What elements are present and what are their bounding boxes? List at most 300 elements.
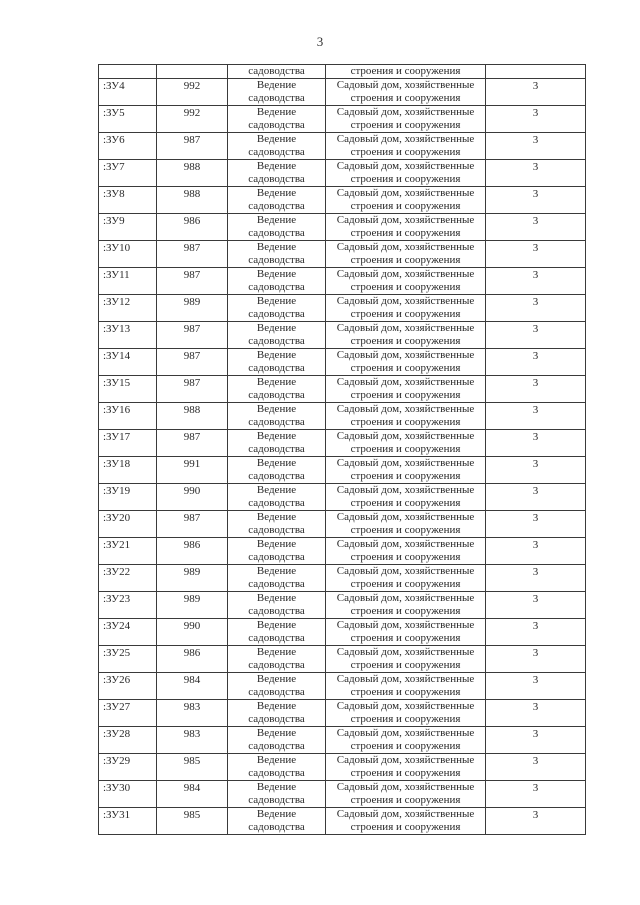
buildings-line-1: Садовый дом, хозяйственные (336, 403, 475, 415)
plot-area: 987 (183, 134, 201, 146)
permitted-use-line-2: садоводства (248, 686, 305, 698)
floors-count-cell (486, 106, 586, 133)
plot-id-cell (99, 349, 157, 376)
plot-id-cell (99, 619, 157, 646)
buildings-line-1: Садовый дом, хозяйственные (336, 646, 475, 658)
permitted-use-cell (228, 349, 326, 376)
table-row (99, 754, 586, 781)
permitted-use-line-1: Ведение (256, 727, 297, 739)
floors-count-cell (486, 79, 586, 106)
plot-area: 984 (183, 782, 201, 794)
floors-count: 3 (532, 458, 539, 470)
floors-count-cell (486, 700, 586, 727)
floors-count-cell (486, 349, 586, 376)
permitted-use-line-2: садоводства (248, 227, 305, 239)
floors-count-cell (486, 160, 586, 187)
plot-area-cell (157, 268, 228, 295)
plot-id-cell (99, 781, 157, 808)
buildings-line-1: Садовый дом, хозяйственные (336, 565, 475, 577)
permitted-use-cell (228, 268, 326, 295)
buildings-line-1: Садовый дом, хозяйственные (336, 187, 475, 199)
buildings-line-2: строения и сооружения (350, 713, 461, 725)
floors-count-cell (486, 646, 586, 673)
plot-area-cell (157, 808, 228, 835)
floors-count: 3 (532, 620, 539, 632)
permitted-use-line-1: Ведение (256, 700, 297, 712)
floors-count-cell (486, 376, 586, 403)
floors-count-cell (486, 403, 586, 430)
permitted-use-line-1: Ведение (256, 349, 297, 361)
permitted-use-line-1: Ведение (256, 214, 297, 226)
buildings-line-1: Садовый дом, хозяйственные (336, 349, 475, 361)
plot-id: :ЗУ25 (103, 647, 131, 659)
plot-id: :ЗУ14 (103, 350, 131, 362)
buildings-cell (326, 133, 486, 160)
plot-id: :ЗУ10 (103, 242, 131, 254)
floors-count-cell (486, 322, 586, 349)
permitted-use-line-2: садоводства (248, 200, 305, 212)
plot-id-cell (99, 592, 157, 619)
buildings-line-2: строения и сооружения (350, 524, 461, 536)
permitted-use-line-2: садоводства (248, 92, 305, 104)
buildings-line-1: Садовый дом, хозяйственные (336, 268, 475, 280)
buildings-cell (326, 376, 486, 403)
buildings-cell (326, 511, 486, 538)
plot-id: :ЗУ19 (103, 485, 131, 497)
permitted-use-cell (228, 808, 326, 835)
plot-id: :ЗУ30 (103, 782, 131, 794)
buildings-cell (326, 295, 486, 322)
buildings-line-1: Садовый дом, хозяйственные (336, 79, 475, 91)
plot-id: :ЗУ27 (103, 701, 131, 713)
plot-area-cell (157, 619, 228, 646)
buildings-line-1: Садовый дом, хозяйственные (336, 511, 475, 523)
plot-area: 991 (183, 458, 201, 470)
buildings-line-2: строения и сооружения (350, 740, 461, 752)
plot-id: :ЗУ5 (103, 107, 125, 119)
permitted-use-cell (228, 430, 326, 457)
floors-count: 3 (532, 647, 539, 659)
permitted-use-cell (228, 484, 326, 511)
buildings-line-2: строения и сооружения (350, 659, 461, 671)
plot-id-cell (99, 268, 157, 295)
permitted-use-cell (228, 214, 326, 241)
buildings-line-2: строения и сооружения (350, 281, 461, 293)
table-row (99, 403, 586, 430)
plot-id-cell (99, 295, 157, 322)
plot-area: 983 (183, 701, 201, 713)
buildings-line-1: Садовый дом, хозяйственные (336, 295, 475, 307)
plot-area-cell (157, 538, 228, 565)
permitted-use-cell (228, 295, 326, 322)
plot-area: 983 (183, 728, 201, 740)
buildings-cell (326, 322, 486, 349)
plot-area-cell (157, 376, 228, 403)
plot-id-cell (99, 646, 157, 673)
plot-id-cell (99, 565, 157, 592)
plot-id-cell (99, 376, 157, 403)
table-row (99, 322, 586, 349)
floors-count: 3 (532, 161, 539, 173)
table-row (99, 673, 586, 700)
permitted-use-line-2: садоводства (248, 470, 305, 482)
floors-count-cell (486, 295, 586, 322)
permitted-use-line-1: Ведение (256, 646, 297, 658)
buildings-line-2: строения и сооружения (350, 632, 461, 644)
permitted-use-line-1: Ведение (256, 592, 297, 604)
floors-count: 3 (532, 485, 539, 497)
buildings-cell (326, 403, 486, 430)
plot-area: 985 (183, 809, 201, 821)
floors-count: 3 (532, 215, 539, 227)
plot-area: 989 (183, 296, 201, 308)
plot-area-cell (157, 754, 228, 781)
plot-area-cell (157, 511, 228, 538)
floors-count: 3 (532, 431, 539, 443)
floors-count-cell (486, 214, 586, 241)
permitted-use-line-2: садоводства (248, 254, 305, 266)
permitted-use-line-2: садоводства (248, 767, 305, 779)
buildings-cell (326, 565, 486, 592)
buildings-line-1: Садовый дом, хозяйственные (336, 214, 475, 226)
table-row (99, 808, 586, 835)
plot-area-cell (157, 241, 228, 268)
plot-id-cell (99, 673, 157, 700)
plot-id-cell (99, 322, 157, 349)
buildings-cell (326, 187, 486, 214)
land-plots-table-body (99, 65, 586, 835)
buildings-line-2: строения и сооружения (350, 416, 461, 428)
table-row (99, 160, 586, 187)
plot-id-cell (99, 241, 157, 268)
table-row (99, 106, 586, 133)
buildings-line-2: строения и сооружения (350, 551, 461, 563)
floors-count-cell (486, 754, 586, 781)
table-row (99, 79, 586, 106)
plot-area-cell (157, 322, 228, 349)
buildings-cell (326, 538, 486, 565)
buildings-line-1: Садовый дом, хозяйственные (336, 241, 475, 253)
floors-count: 3 (532, 593, 539, 605)
permitted-use-cell (228, 781, 326, 808)
permitted-use-line-1: Ведение (256, 781, 297, 793)
floors-count: 3 (532, 296, 539, 308)
permitted-use-cell (228, 106, 326, 133)
permitted-use-line-1: Ведение (256, 538, 297, 550)
buildings-line-1: Садовый дом, хозяйственные (336, 808, 475, 820)
table-row (99, 214, 586, 241)
buildings-cell (326, 457, 486, 484)
buildings-line-2: строения и сооружения (350, 335, 461, 347)
buildings-line-2: строения и сооружения (350, 497, 461, 509)
plot-id-cell (99, 214, 157, 241)
plot-area: 986 (183, 215, 201, 227)
permitted-use-cell (228, 322, 326, 349)
buildings-line-2: строения и сооружения (350, 200, 461, 212)
plot-id: :ЗУ16 (103, 404, 131, 416)
table-row (99, 430, 586, 457)
plot-area: 987 (183, 242, 201, 254)
permitted-use-line-1: Ведение (256, 403, 297, 415)
plot-area-cell (157, 565, 228, 592)
permitted-use-line-2: садоводства (248, 362, 305, 374)
plot-area-cell (157, 187, 228, 214)
plot-area-cell (157, 781, 228, 808)
table-row (99, 268, 586, 295)
permitted-use-line-2: садоводства (248, 146, 305, 158)
plot-area-cell (157, 160, 228, 187)
permitted-use-line-1: Ведение (256, 619, 297, 631)
buildings-cell (326, 673, 486, 700)
table-row (99, 349, 586, 376)
table-row (99, 781, 586, 808)
permitted-use-line-2: садоводства (248, 119, 305, 131)
permitted-use-line-1: Ведение (256, 376, 297, 388)
permitted-use-line-1: Ведение (256, 187, 297, 199)
buildings-line-2: строения и сооружения (350, 821, 461, 833)
permitted-use-line-2: садоводства (248, 335, 305, 347)
plot-area-cell (157, 214, 228, 241)
permitted-use-line-2: садоводства (248, 794, 305, 806)
permitted-use-line-2: садоводства (248, 821, 305, 833)
permitted-use-cell (228, 511, 326, 538)
buildings-line-1: Садовый дом, хозяйственные (336, 106, 475, 118)
permitted-use-cell (228, 754, 326, 781)
permitted-use-line-2: садоводства (248, 632, 305, 644)
buildings-line-1: Садовый дом, хозяйственные (336, 133, 475, 145)
table-row (99, 565, 586, 592)
buildings-cell (326, 808, 486, 835)
permitted-use-line-1: Ведение (256, 511, 297, 523)
permitted-use-cell (228, 133, 326, 160)
floors-count: 3 (532, 323, 539, 335)
floors-count-cell (486, 484, 586, 511)
plot-id: :ЗУ17 (103, 431, 131, 443)
plot-id: :ЗУ29 (103, 755, 131, 767)
permitted-use-line-1: Ведение (256, 457, 297, 469)
plot-area-cell (157, 79, 228, 106)
buildings-line-1: Садовый дом, хозяйственные (336, 781, 475, 793)
buildings-line-2: строения и сооружения (350, 767, 461, 779)
plot-id-cell (99, 700, 157, 727)
floors-count: 3 (532, 755, 539, 767)
floors-count: 3 (532, 188, 539, 200)
permitted-use-cell (228, 538, 326, 565)
permitted-use-line-2: садоводства (248, 605, 305, 617)
plot-id: :ЗУ13 (103, 323, 131, 335)
table-row (99, 241, 586, 268)
floors-count: 3 (532, 566, 539, 578)
buildings-cell (326, 214, 486, 241)
plot-id: :ЗУ31 (103, 809, 131, 821)
permitted-use-cell (228, 673, 326, 700)
permitted-use-line-1: Ведение (256, 322, 297, 334)
plot-area: 992 (183, 80, 201, 92)
plot-area-cell (157, 673, 228, 700)
permitted-use-line-2: садоводства (248, 740, 305, 752)
floors-count-cell (486, 133, 586, 160)
plot-id: :ЗУ28 (103, 728, 131, 740)
permitted-use-cell (228, 592, 326, 619)
plot-id: :ЗУ7 (103, 161, 125, 173)
floors-count: 3 (532, 80, 539, 92)
floors-count-cell (486, 619, 586, 646)
floors-count: 3 (532, 539, 539, 551)
buildings-cell (326, 484, 486, 511)
buildings-line-2: строения и сооружения (350, 578, 461, 590)
plot-id-cell (99, 106, 157, 133)
permitted-use-cell (228, 403, 326, 430)
floors-count: 3 (532, 377, 539, 389)
floors-count-cell (486, 538, 586, 565)
buildings-line-1: Садовый дом, хозяйственные (336, 619, 475, 631)
plot-area: 984 (183, 674, 201, 686)
plot-id: :ЗУ8 (103, 188, 125, 200)
floors-count: 3 (532, 269, 539, 281)
buildings-line-1: Садовый дом, хозяйственные (336, 673, 475, 685)
permitted-use-cell (228, 646, 326, 673)
buildings-cell (326, 430, 486, 457)
plot-id-cell (99, 79, 157, 106)
plot-area: 988 (183, 188, 201, 200)
floors-count: 3 (532, 350, 539, 362)
plot-id: :ЗУ24 (103, 620, 131, 632)
floors-count-cell (486, 592, 586, 619)
plot-id-cell (99, 538, 157, 565)
permitted-use-cell (228, 700, 326, 727)
plot-id-cell (99, 457, 157, 484)
table-row (99, 376, 586, 403)
buildings-line-1: Садовый дом, хозяйственные (336, 322, 475, 334)
plot-area: 988 (183, 404, 201, 416)
floors-count-cell (486, 565, 586, 592)
plot-area-cell (157, 65, 228, 79)
land-plots-table (98, 64, 586, 835)
buildings-cell (326, 754, 486, 781)
buildings-line-2: строения и сооружения (350, 389, 461, 401)
permitted-use-line-2: садоводства (248, 173, 305, 185)
floors-count-cell (486, 241, 586, 268)
plot-area-cell (157, 592, 228, 619)
permitted-use-cell (228, 727, 326, 754)
floors-count: 3 (532, 404, 539, 416)
buildings-cell: строения и сооружения (326, 65, 486, 79)
plot-area-cell (157, 349, 228, 376)
floors-count: 3 (532, 809, 539, 821)
plot-area: 992 (183, 107, 201, 119)
buildings-cell (326, 592, 486, 619)
floors-count-cell (486, 511, 586, 538)
plot-area-cell (157, 484, 228, 511)
floors-count: 3 (532, 728, 539, 740)
plot-id-cell (99, 160, 157, 187)
floors-count: 3 (532, 512, 539, 524)
table-row (99, 646, 586, 673)
plot-id-cell (99, 133, 157, 160)
table-row (99, 727, 586, 754)
plot-area: 989 (183, 566, 201, 578)
floors-count-cell (486, 65, 586, 79)
buildings-line-1: Садовый дом, хозяйственные (336, 592, 475, 604)
plot-area: 989 (183, 593, 201, 605)
plot-id: :ЗУ22 (103, 566, 131, 578)
buildings-line-1: Садовый дом, хозяйственные (336, 457, 475, 469)
permitted-use-line-1: Ведение (256, 673, 297, 685)
floors-count: 3 (532, 674, 539, 686)
plot-id-cell (99, 430, 157, 457)
buildings-line-1: Садовый дом, хозяйственные (336, 700, 475, 712)
permitted-use-line-2: садоводства (248, 443, 305, 455)
permitted-use-line-1: Ведение (256, 79, 297, 91)
buildings-line-1: Садовый дом, хозяйственные (336, 538, 475, 550)
plot-area-cell (157, 646, 228, 673)
buildings-line-2: строения и сооружения (350, 308, 461, 320)
buildings-cell (326, 268, 486, 295)
permitted-use-line-1: Ведение (256, 106, 297, 118)
permitted-use-cell (228, 457, 326, 484)
floors-count-cell (486, 187, 586, 214)
permitted-use-line-1: Ведение (256, 754, 297, 766)
plot-area: 990 (183, 485, 201, 497)
permitted-use-line-2: садоводства (248, 281, 305, 293)
floors-count-cell (486, 781, 586, 808)
permitted-use-cell (228, 376, 326, 403)
buildings-line-2: строения и сооружения (350, 686, 461, 698)
floors-count-cell (486, 808, 586, 835)
plot-id-cell (99, 484, 157, 511)
buildings-cell (326, 700, 486, 727)
buildings-line-1: Садовый дом, хозяйственные (336, 430, 475, 442)
permitted-use-line-2: садоводства (248, 659, 305, 671)
floors-count-cell (486, 430, 586, 457)
table-continuation-row (99, 65, 586, 79)
table-row (99, 187, 586, 214)
plot-id: :ЗУ21 (103, 539, 131, 551)
buildings-line-2: строения и сооружения (350, 146, 461, 158)
buildings-line-1: Садовый дом, хозяйственные (336, 754, 475, 766)
plot-area: 986 (183, 647, 201, 659)
floors-count-cell (486, 673, 586, 700)
buildings-line-2: строения и сооружения (350, 443, 461, 455)
page-number: 3 (316, 34, 324, 49)
plot-id: :ЗУ12 (103, 296, 131, 308)
permitted-use-line-1: Ведение (256, 484, 297, 496)
permitted-use-cell (228, 619, 326, 646)
buildings-cell (326, 106, 486, 133)
buildings-line-1: Садовый дом, хозяйственные (336, 484, 475, 496)
permitted-use-cell (228, 565, 326, 592)
permitted-use-cell (228, 160, 326, 187)
table-row (99, 538, 586, 565)
table-row (99, 484, 586, 511)
buildings-cell (326, 349, 486, 376)
permitted-use-line-1: Ведение (256, 808, 297, 820)
plot-area-cell (157, 700, 228, 727)
buildings-cell (326, 79, 486, 106)
permitted-use-line-1: Ведение (256, 430, 297, 442)
buildings-cell (326, 781, 486, 808)
floors-count: 3 (532, 782, 539, 794)
buildings-line-1: Садовый дом, хозяйственные (336, 160, 475, 172)
plot-id: :ЗУ18 (103, 458, 131, 470)
plot-id: :ЗУ6 (103, 134, 125, 146)
permitted-use-cell (228, 187, 326, 214)
permitted-use-cell: садоводства (228, 65, 326, 79)
buildings-line-2: строения и сооружения (350, 470, 461, 482)
buildings-line-2: строения и сооружения (350, 119, 461, 131)
table-row (99, 511, 586, 538)
permitted-use-line-1: Ведение (256, 565, 297, 577)
